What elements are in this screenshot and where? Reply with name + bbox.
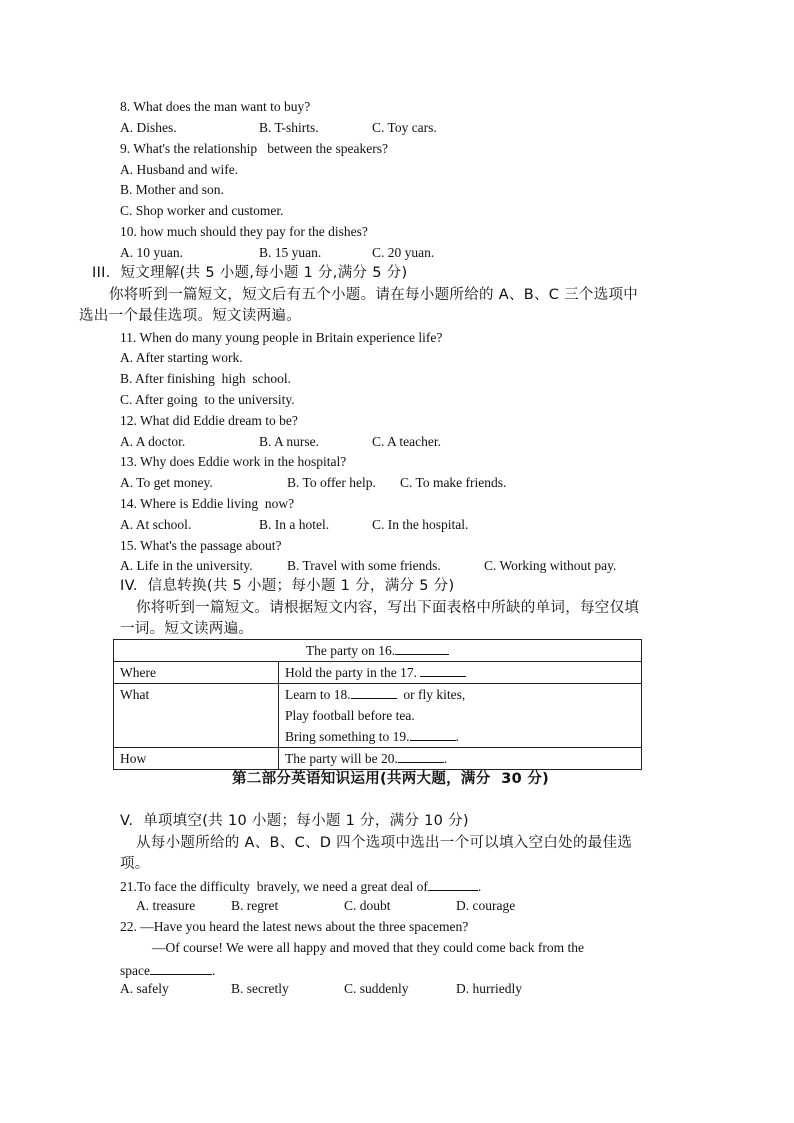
q22-option-c: C. suddenly [344,981,409,996]
section-4-instruction-line1: 你将听到一篇短文。请根据短文内容，写出下面表格中所缺的单词，每空仅填 [136,600,640,616]
q10-stem: 10. how much should they pay for the dishes? [120,224,368,239]
q21-option-c: C. doubt [344,898,391,913]
q21-stem-line [120,876,481,896]
table-title: The party on 16. [305,643,396,658]
q9-option-b: B. Mother and son. [120,182,224,197]
what-cell [279,684,642,748]
section-4-instruction-line2: 一词。短文读两遍。 [120,621,254,637]
q22-line2: —Of course! We were all happy and moved that they could come back from the [152,940,585,955]
q8-option-b: B. T-shirts. [259,120,319,135]
what-line2: Play football before tea. [285,708,415,723]
part-2-heading: 第二部分英语知识运用(共两大题，满分 30 分) [232,771,550,787]
q10-option-b: B. 15 yuan. [259,245,322,260]
q21-option-a: A. treasure [136,898,196,913]
q22-option-a: A. safely [120,981,169,996]
q22-option-d: D. hurriedly [456,981,522,996]
answer-blank-18[interactable] [351,684,397,699]
what-label: What [114,684,279,748]
q21-option-b: B. regret [231,898,279,913]
q15-option-b: B. Travel with some friends. [287,558,441,573]
q12-option-b: B. A nurse. [259,434,320,449]
q8-option-c: C. Toy cars. [372,120,437,135]
q13-stem: 13. Why does Eddie work in the hospital? [120,454,347,469]
section-4-heading: IV. 信息转换(共 5 小题；每小题 1 分，满分 5 分) [120,578,455,594]
how-end: . [443,751,448,766]
answer-blank-19[interactable] [410,726,456,741]
q9-option-a: A. Husband and wife. [120,162,239,177]
q22-line3 [120,960,215,980]
answer-blank-22[interactable] [150,960,212,975]
q14-option-a: A. At school. [120,517,192,532]
table-row [114,684,642,748]
q14-option-b: B. In a hotel. [259,517,330,532]
q8-stem: 8. What does the man want to buy? [120,99,311,114]
answer-blank-17[interactable] [420,662,466,677]
q21-option-d: D. courage [456,898,516,913]
info-table [113,639,642,770]
q8-option-a: A. Dishes. [120,120,177,135]
table-row [114,748,642,770]
table-row [114,662,642,684]
q10-option-a: A. 10 yuan. [120,245,183,260]
answer-blank-20[interactable] [398,748,444,763]
section-5-instruction-line1: 从每小题所给的 A、B、C、D 四个选项中选出一个可以填入空白处的最佳选 [136,835,633,851]
q11-option-b: B. After finishing high school. [120,371,291,386]
where-label: Where [114,662,279,684]
section-5-instruction-line2: 项。 [120,856,150,872]
what-line1-end: or fly kites, [403,687,466,702]
q10-option-c: C. 20 yuan. [372,245,435,260]
how-label: How [114,748,279,770]
what-line3-end: . [455,729,459,744]
q14-stem: 14. Where is Eddie living now? [120,496,295,511]
q13-option-b: B. To offer help. [287,475,376,490]
q11-option-a: A. After starting work. [120,350,243,365]
q11-option-c: C. After going to the university. [120,392,295,407]
q22-stem: 22. —Have you heard the latest news about the three spacemen? [120,919,469,934]
what-line1-text: Learn to 18. [285,687,351,702]
table-row [114,640,642,662]
answer-blank-16[interactable] [395,640,449,655]
q12-option-a: A. A doctor. [120,434,186,449]
section-3-heading: III. 短文理解(共 5 小题,每小题 1 分,满分 5 分) [92,265,408,281]
q22-line3-end: . [211,963,216,978]
q12-option-c: C. A teacher. [372,434,441,449]
section-3-instruction-line1: 你将听到一篇短文，短文后有五个小题。请在每小题所给的 A、B、C 三个选项中 [109,287,639,303]
q15-option-c: C. Working without pay. [484,558,617,573]
q15-stem: 15. What's the passage about? [120,538,282,553]
section-3-instruction-line2: 选出一个最佳选项。短文读两遍。 [79,308,301,324]
q21-stem: 21.To face the difficulty bravely, we need a great deal of [120,879,428,894]
how-text: The party will be 20. [285,751,398,766]
q22-option-b: B. secretly [231,981,289,996]
answer-blank-21[interactable] [428,876,478,891]
section-5-heading: V. 单项填空(共 10 小题；每小题 1 分，满分 10 分) [120,813,469,829]
how-cell [279,748,642,770]
q15-option-a: A. Life in the university. [120,558,253,573]
where-cell [279,662,642,684]
q9-stem: 9. What's the relationship between the speakers? [120,141,388,156]
q21-stem-end: . [477,879,482,894]
q11-stem: 11. When do many young people in Britain experience life? [120,330,443,345]
where-text: Hold the party in the 17. [285,665,417,680]
table-title-cell [114,640,642,662]
q9-option-c: C. Shop worker and customer. [120,203,284,218]
what-line3-text: Bring something to 19. [285,729,410,744]
q13-option-a: A. To get money. [120,475,213,490]
q14-option-c: C. In the hospital. [372,517,469,532]
q12-stem: 12. What did Eddie dream to be? [120,413,298,428]
q13-option-c: C. To make friends. [400,475,507,490]
q22-line3-text: space [120,963,150,978]
